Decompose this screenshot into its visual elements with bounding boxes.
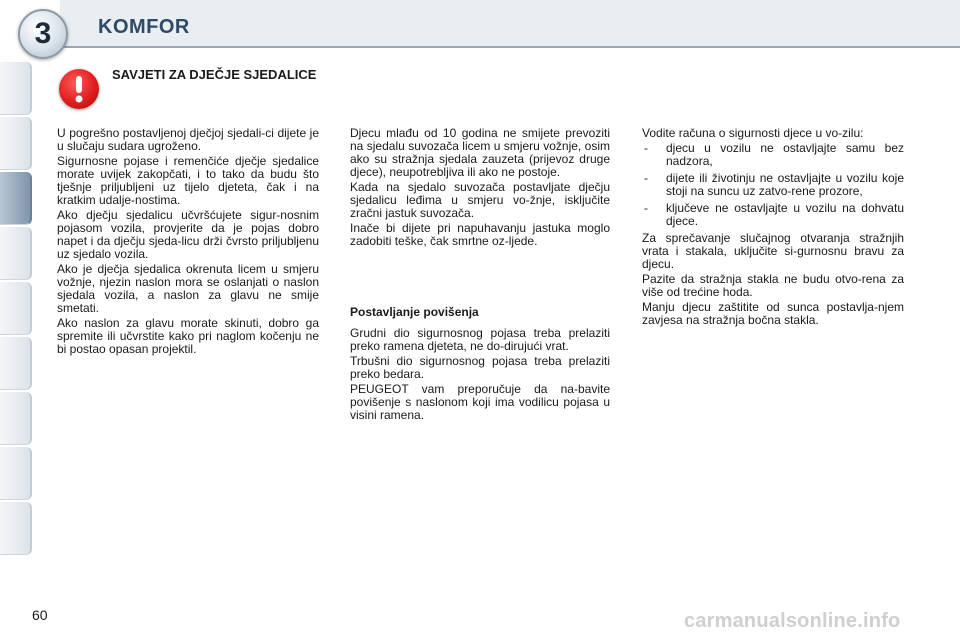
chapter-tabs — [0, 62, 34, 557]
paragraph: Ako je dječja sjedalica okrenuta licem u smjeru vožnje, njezin naslon mora se oslanjati o naslon sjedala vozila, a naslon za glavu ne smije smetati. — [57, 262, 319, 315]
paragraph: Pazite da stražnja stakla ne budu otvo-rena za više od trećine hoda. — [642, 272, 904, 299]
dash-list — [642, 142, 904, 228]
page-number: 60 — [32, 607, 48, 623]
chapter-tab-7[interactable] — [0, 392, 32, 445]
paragraph: U pogrešno postavljenoj dječjoj sjedali-ci dijete je u slučaju sudara ugroženo. — [57, 126, 319, 153]
header-divider — [60, 46, 960, 48]
chapter-number-badge: 3 — [18, 9, 68, 59]
subheading: Postavljanje povišenja — [350, 305, 479, 319]
paragraph: Inače bi dijete pri napuhavanju jastuka moglo zadobiti teške, čak smrtne oz-ljede. — [350, 221, 610, 248]
paragraph: Manju djecu zaštitite od sunca postavlja-njem zavjesa na stražnja bočna stakla. — [642, 300, 904, 327]
chapter-tab-9[interactable] — [0, 502, 32, 555]
paragraph: Kada na sjedalo suvozača postavljate dječju sjedalicu leđima u smjeru vo-žnje, isključite zračni jastuk suvozača. — [350, 180, 610, 220]
list-item: - ključeve ne ostavljajte u vozilu na dohvatu djece. — [642, 202, 904, 228]
paragraph: Ako dječju sjedalicu učvršćujete sigur-nosnim pojasom vozila, provjerite da je pojas dobro napet i da dječju sjeda-licu drži čvrsto priljubljenu uz sjedalo vozila. — [57, 208, 319, 261]
paragraph: Grudni dio sigurnosnog pojasa treba prelaziti preko ramena djeteta, ne do-dirujući vrat. — [350, 326, 610, 353]
paragraph: Djecu mlađu od 10 godina ne smijete prevoziti na sjedalu suvozača licem u smjeru vožnje, osim ako su stražnja sjedala zauzeta (prijevoz druge djece), neupotrebljiva ili ako ne postoje. — [350, 126, 610, 179]
page-title: KOMFOR — [98, 16, 190, 38]
chapter-tab-1[interactable] — [0, 62, 32, 115]
spacer — [350, 250, 610, 304]
paragraph: Sigurnosne pojase i remenčiće dječje sjedalice morate uvijek zakopčati, i to tako da budu što tješnje priljubljeni uz tijelo djeteta, čak i na kratkim udalje-nostima. — [57, 154, 319, 207]
chapter-tab-5[interactable] — [0, 282, 32, 335]
list-item: - djecu u vozilu ne ostavljajte samu bez nadzora, — [642, 142, 904, 168]
chapter-tab-6[interactable] — [0, 337, 32, 390]
header-bar — [60, 0, 960, 48]
chapter-tab-4[interactable] — [0, 227, 32, 280]
paragraph: Trbušni dio sigurnosnog pojasa treba prelaziti preko bedara. — [350, 354, 610, 381]
section-title: SAVJETI ZA DJEČJE SJEDALICE — [112, 67, 317, 82]
chapter-tab-3-active[interactable] — [0, 172, 32, 225]
paragraph: PEUGEOT vam preporučuje da na-bavite povišenje s naslonom koji ima vodilicu pojasa u visini ramena. — [350, 382, 610, 422]
chapter-tab-8[interactable] — [0, 447, 32, 500]
chapter-tab-2[interactable] — [0, 117, 32, 170]
text-column-3 — [642, 127, 904, 329]
warning-exclamation-icon — [59, 69, 99, 109]
text-column-2 — [350, 127, 610, 424]
text-column-1 — [57, 127, 319, 358]
list-item: - dijete ili životinju ne ostavljajte u vozilu koje stoji na suncu uz zatvo-rene prozore, — [642, 172, 904, 198]
paragraph: Za sprečavanje slučajnog otvaranja stražnjih vrata i stakala, uključite si-gurnosnu bravu za djecu. — [642, 231, 904, 271]
paragraph: Vodite računa o sigurnosti djece u vo-zilu: — [642, 126, 864, 140]
watermark: carmanualsonline.info — [684, 610, 901, 632]
paragraph: Ako naslon za glavu morate skinuti, dobro ga spremite ili učvrstite kako pri naglom kočenju ne bi postao opasan projektil. — [57, 316, 319, 356]
